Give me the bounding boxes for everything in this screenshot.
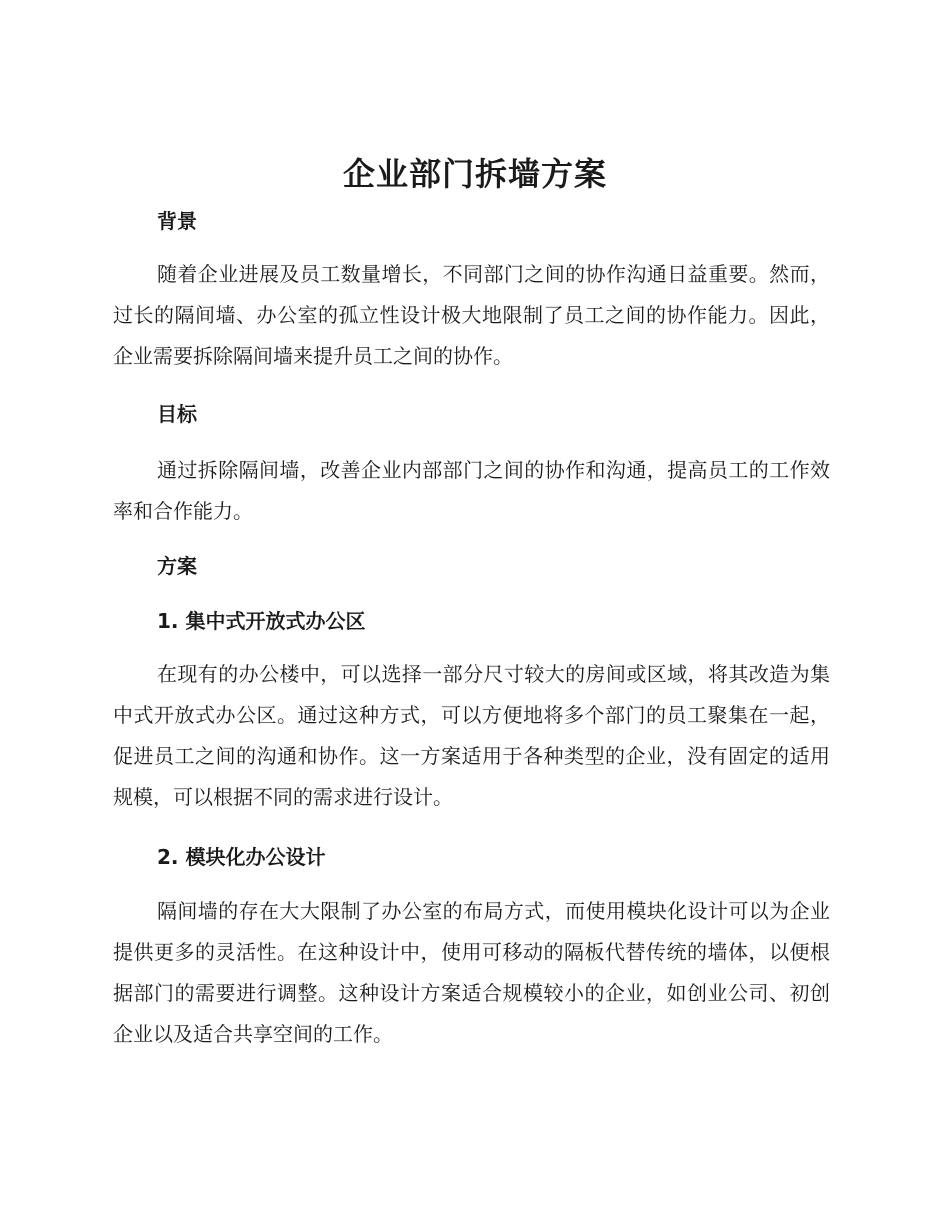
subsection-heading-modular-design: 2. 模块化办公设计 [157,845,326,869]
paragraph-open-office: 在现有的办公楼中，可以选择一部分尺寸较大的房间或区域，将其改造为集中式开放式办公区。通过这种方式，可以方便地将多个部门的员工聚集在一起，促进员工之间的沟通和协作。这一方案适用于各种类型的企业，没有固定的适用规模，可以根据不同的需求进行设计。 [113,662,830,809]
page-title: 企业部门拆墙方案 [342,155,607,193]
section-heading-goal: 目标 [157,402,197,426]
paragraph-background: 随着企业进展及员工数量增长，不同部门之间的协作沟通日益重要。然而，过长的隔间墙、办公室的孤立性设计极大地限制了员工之间的协作能力。因此，企业需要拆除隔间墙来提升员工之间的协作。 [113,262,830,368]
subsection-heading-open-office: 1. 集中式开放式办公区 [157,609,366,633]
section-heading-plan: 方案 [157,554,197,578]
paragraph-goal: 通过拆除隔间墙，改善企业内部部门之间的协作和沟通，提高员工的工作效率和合作能力。 [113,458,830,523]
paragraph-modular-design: 隔间墙的存在大大限制了办公室的布局方式，而使用模块化设计可以为企业提供更多的灵活性。在这种设计中，使用可移动的隔板代替传统的墙体，以便根据部门的需要进行调整。这种设计方案适合规模较小的企业，如创业公司、初创企业以及适合共享空间的工作。 [113,899,830,1046]
section-heading-background: 背景 [157,209,197,233]
